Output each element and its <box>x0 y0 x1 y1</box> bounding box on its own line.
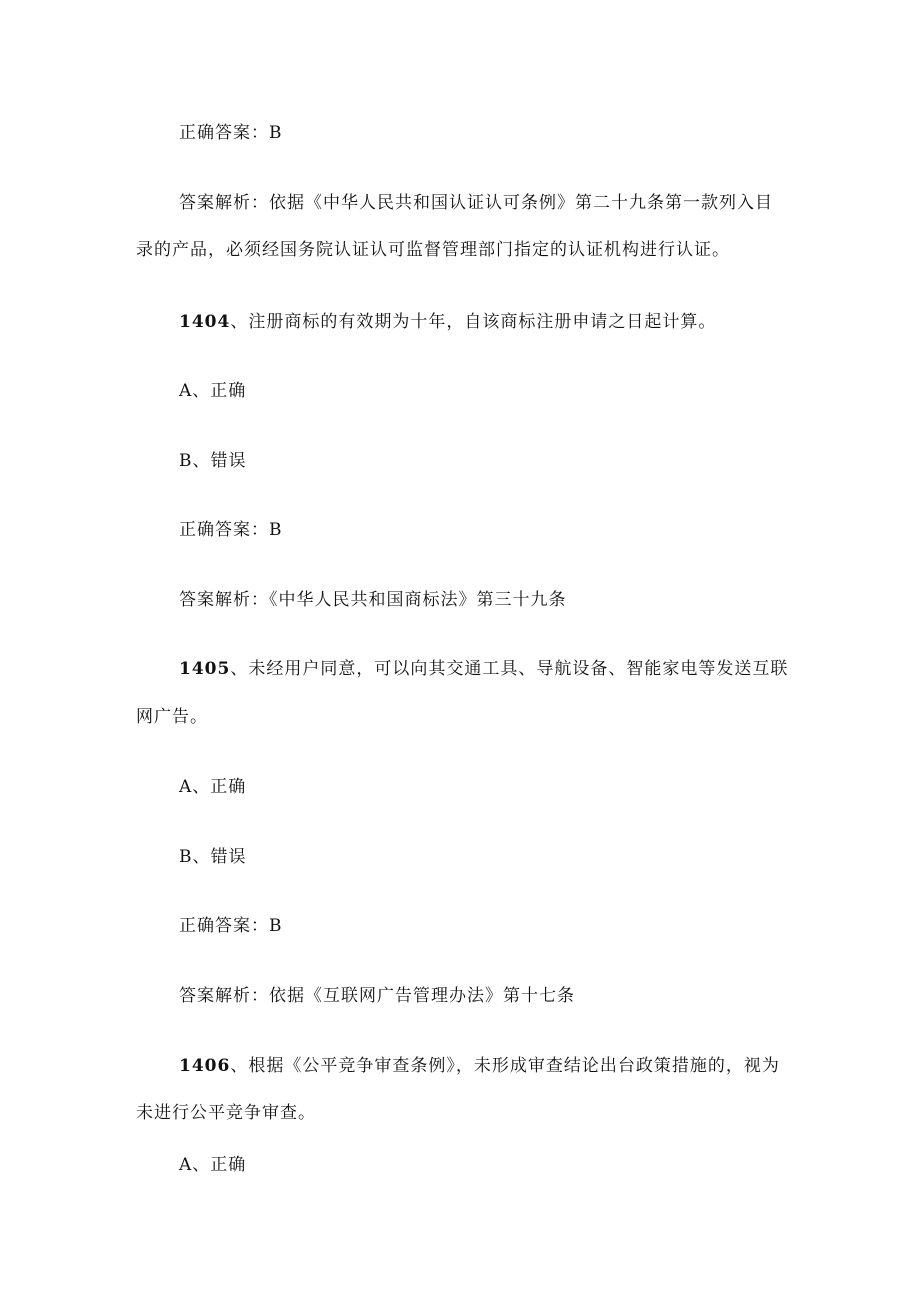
question-text-continued: 未进行公平竞争审查。 <box>136 1103 316 1123</box>
option-a: A、正确 <box>179 1155 247 1175</box>
question-number: 1405 <box>179 659 231 679</box>
explanation-line: 答案解析：依据《中华人民共和国认证认可条例》第二十九条第一款列入目 <box>179 193 773 213</box>
question-1405 <box>179 659 788 679</box>
question-text: 、未经用户同意，可以向其交通工具、导航设备、智能家电等发送互联 <box>230 659 789 679</box>
option-a: A、正确 <box>179 381 247 401</box>
question-1404 <box>179 312 716 332</box>
question-number: 1404 <box>179 312 231 332</box>
option-b: B、错误 <box>179 451 247 471</box>
question-1406 <box>179 1056 780 1076</box>
question-number: 1406 <box>179 1056 231 1076</box>
question-text: 、注册商标的有效期为十年，自该商标注册申请之日起计算。 <box>230 312 717 332</box>
question-text: 、根据《公平竞争审查条例》，未形成审查结论出台政策措施的，视为 <box>230 1056 780 1076</box>
explanation-line: 答案解析：依据《互联网广告管理办法》第十七条 <box>179 986 575 1006</box>
answer-line: 正确答案：B <box>179 916 283 936</box>
option-a: A、正确 <box>179 777 247 797</box>
answer-line: 正确答案：B <box>179 520 283 540</box>
explanation-line: 答案解析：《中华人民共和国商标法》第三十九条 <box>179 590 567 610</box>
question-text-continued: 网广告。 <box>136 707 208 727</box>
answer-line: 正确答案：B <box>179 123 283 143</box>
explanation-line: 录的产品，必须经国务院认证认可监督管理部门指定的认证机构进行认证。 <box>136 240 730 260</box>
option-b: B、错误 <box>179 847 247 867</box>
